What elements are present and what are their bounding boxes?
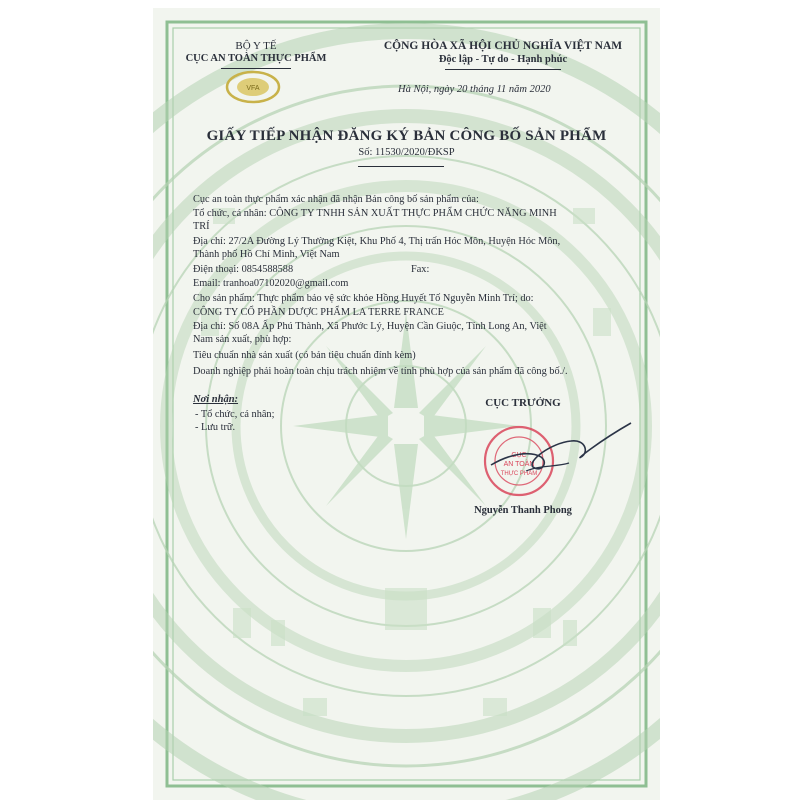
signer-role: CỤC TRƯỞNG (485, 397, 561, 409)
recipient-item: - Lưu trữ. (195, 422, 236, 433)
email-line: Email: tranhoa07102020@gmail.com (193, 278, 349, 289)
standard-line: Tiêu chuẩn nhà sản xuất (có bản tiêu chuẩn đính kèm) (193, 350, 416, 361)
recipient-item: - Tổ chức, cá nhân; (195, 409, 275, 420)
national-motto: Độc lập - Tự do - Hạnh phúc (438, 54, 568, 65)
svg-text:CỤC: CỤC (511, 452, 527, 459)
phone-line: Điện thoại: 0854588588 (193, 264, 294, 275)
organization-line: Tổ chức, cá nhân: CÔNG TY TNHH SẢN XUẤT THỰC PHẨM CHỨC NĂNG MINH (193, 208, 557, 219)
organization-address: Địa chỉ: 27/2A Đường Lý Thường Kiệt, Khu Phố 4, Thị trấn Hóc Môn, Huyện Hóc Môn, (193, 236, 561, 247)
agency-name: CỤC AN TOÀN THỰC PHẨM (185, 53, 327, 64)
manufacturer-address: Địa chỉ: Số 08A Ấp Phú Thành, Xã Phước Lý, Huyện Cần Giuộc, Tỉnh Long An, Việt (193, 321, 547, 332)
svg-text:THỰC PHẨM: THỰC PHẨM (500, 471, 538, 477)
agency-logo (223, 68, 283, 106)
official-seal-stamp (471, 413, 641, 503)
fax-line: Fax: (411, 264, 430, 275)
recipients-heading: Nơi nhận: (193, 394, 239, 405)
title-underline (358, 166, 444, 167)
place-date: Hà Nội, ngày 20 tháng 11 năm 2020 (398, 84, 551, 95)
document-number: Số: 11530/2020/ĐKSP (358, 147, 455, 158)
intro-line: Cục an toàn thực phẩm xác nhận đã nhận Bản công bố sản phẩm của: (193, 194, 479, 205)
svg-text:AN TOÀN: AN TOÀN (503, 461, 535, 468)
ministry-name: BỘ Y TẾ (235, 40, 277, 52)
country-name: CỘNG HÒA XÃ HỘI CHỦ NGHĨA VIỆT NAM (383, 40, 623, 52)
document-title: GIẤY TIẾP NHẬN ĐĂNG KÝ BẢN CÔNG BỐ SẢN PHẨM (206, 128, 607, 144)
motto-underline (445, 69, 561, 70)
signer-name: Nguyễn Thanh Phong (474, 505, 572, 516)
document-page (153, 8, 660, 800)
product-line: Cho sản phẩm: Thực phẩm bảo vệ sức khỏe Hồng Huyết Tố Nguyễn Minh Trí; do: (193, 293, 534, 304)
organization-line-cont: TRÍ (193, 221, 210, 232)
manufacturer-address-cont: Nam sản xuất, phù hợp: (193, 334, 292, 345)
organization-address-cont: Thành phố Hồ Chí Minh, Việt Nam (193, 249, 340, 260)
svg-text:VFA: VFA (246, 85, 260, 92)
manufacturer-line: CÔNG TY CỔ PHẦN DƯỢC PHẨM LA TERRE FRANCE (193, 307, 444, 318)
responsibility-line: Doanh nghiệp phải hoàn toàn chịu trách nhiệm về tính phù hợp của sản phẩm đã công bố./. (193, 366, 568, 377)
